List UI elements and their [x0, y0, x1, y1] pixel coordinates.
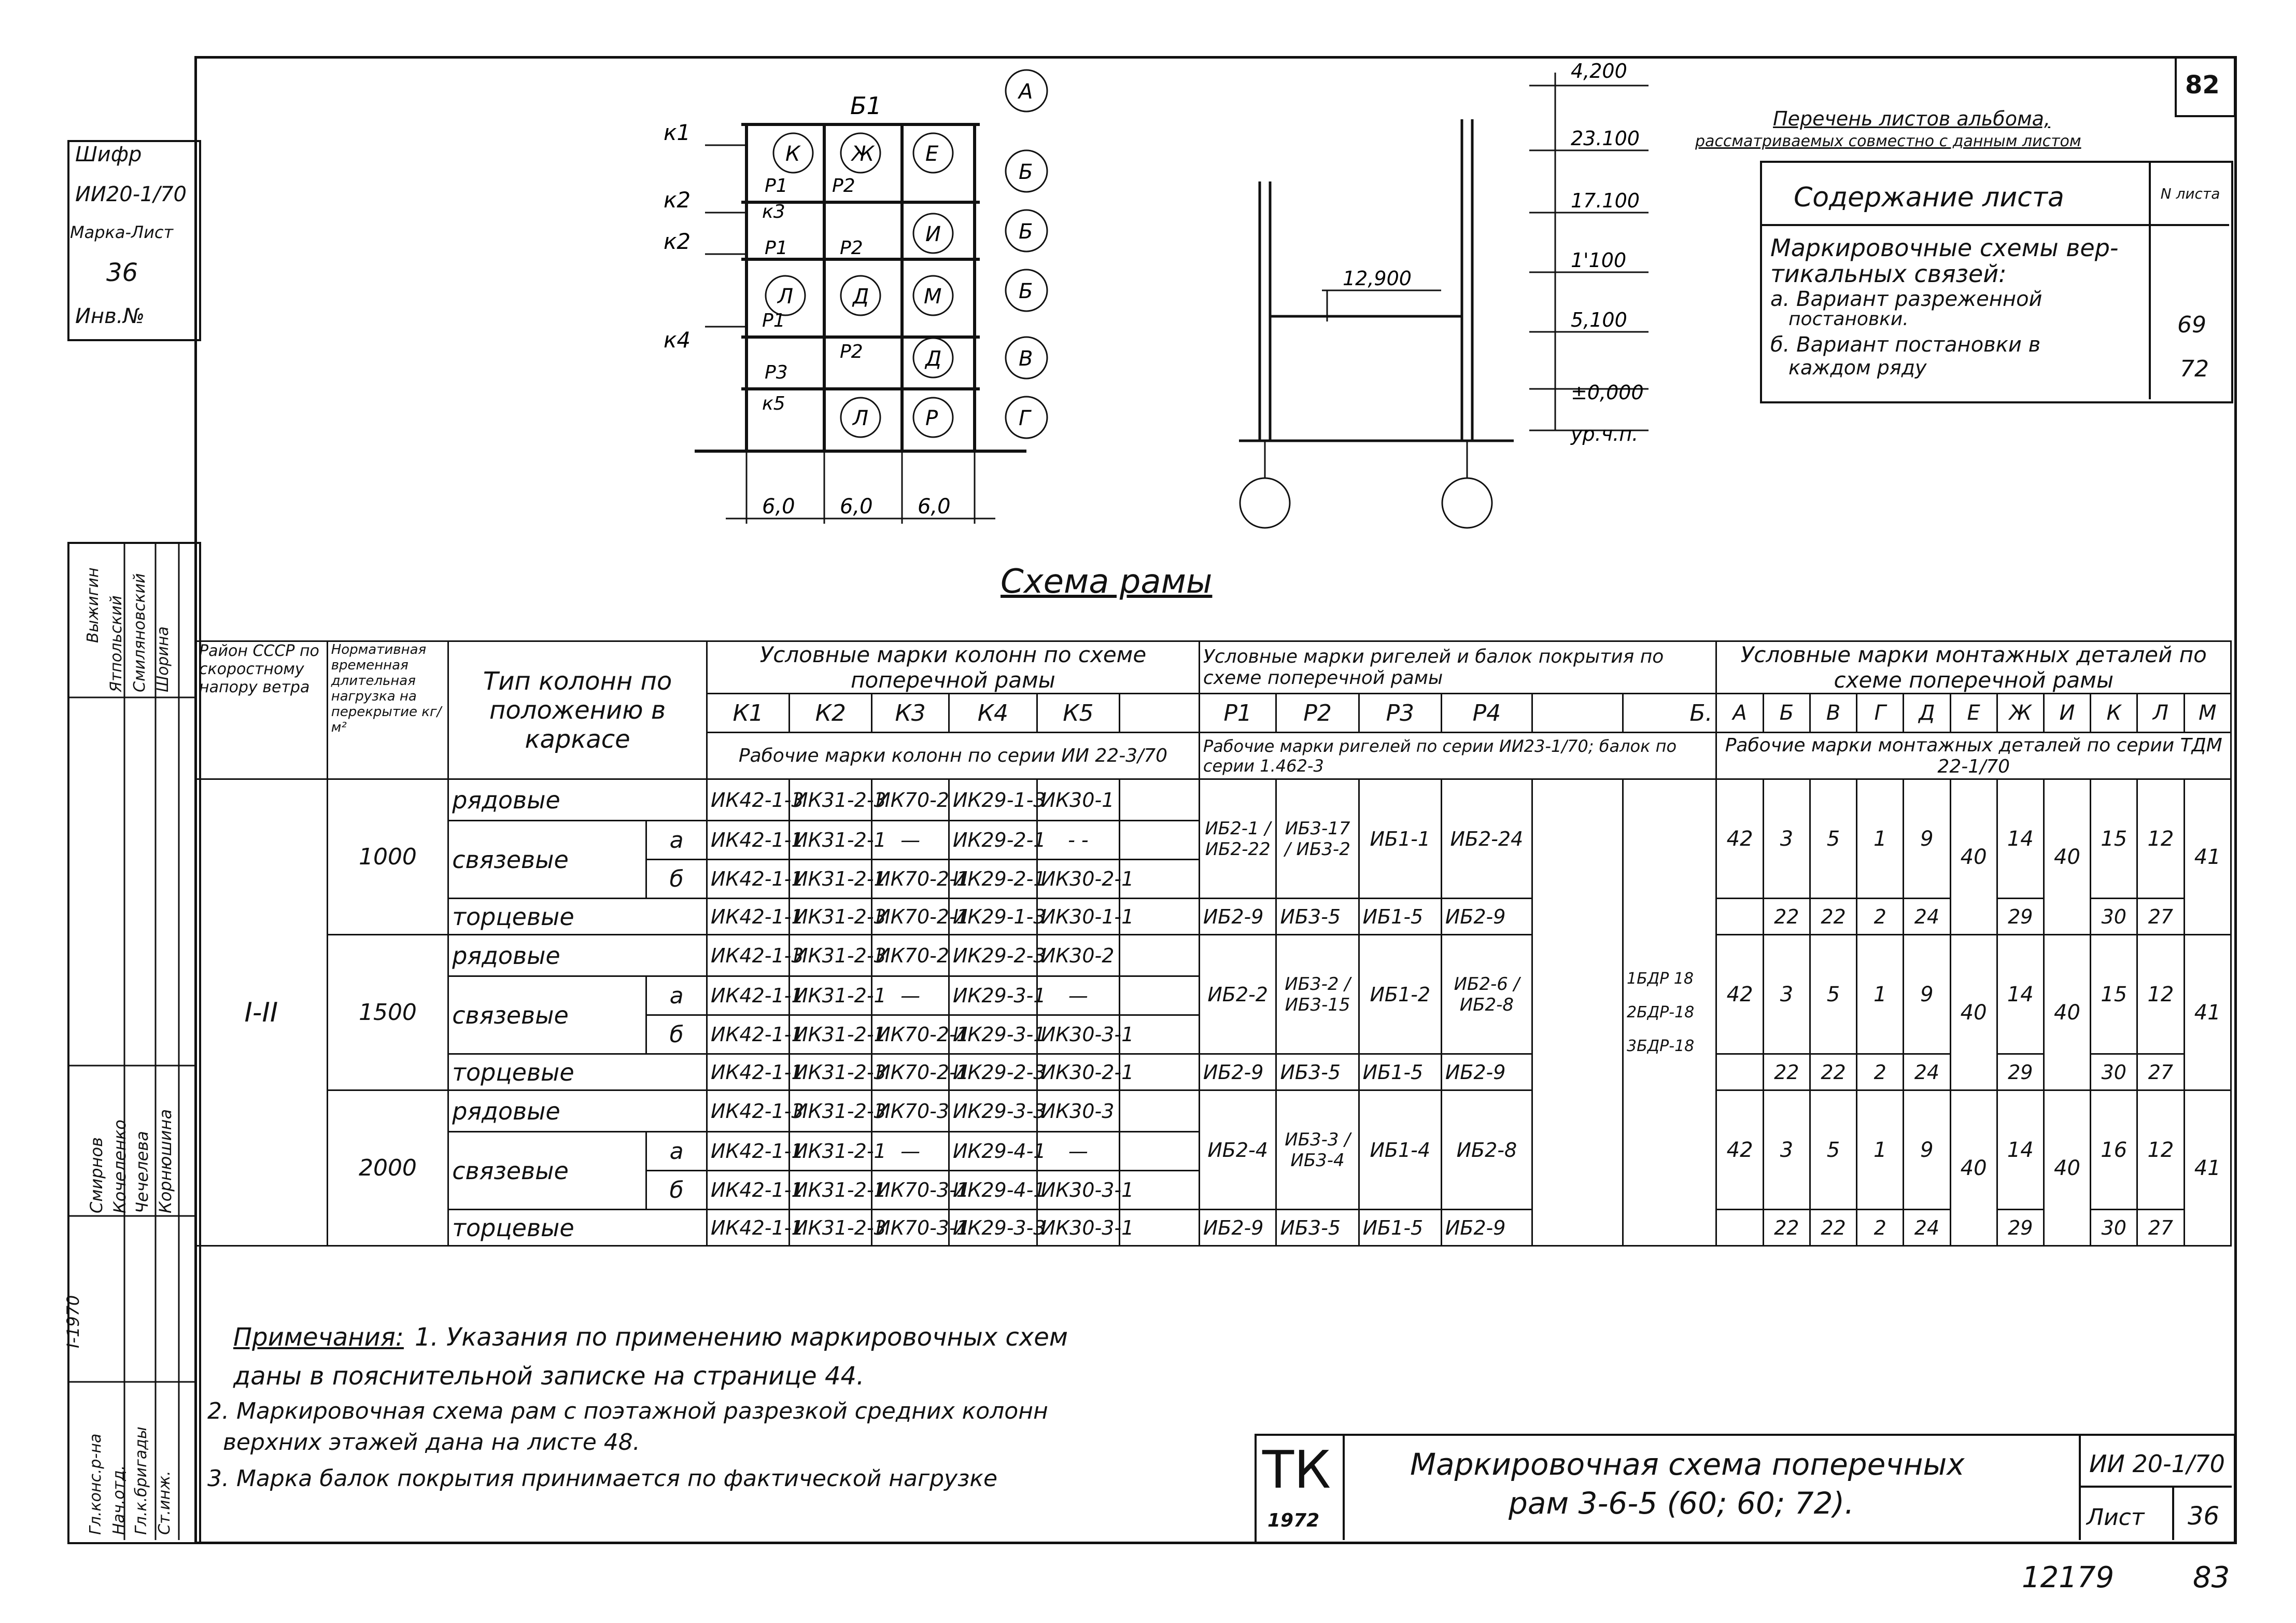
level-3: 17.100 [1571, 189, 1640, 212]
g1-type-end: торцевые [448, 899, 707, 935]
g1-end-a [1716, 899, 1763, 935]
column-code-2: К2 [790, 694, 872, 733]
detail-code-7: Ж [1997, 694, 2044, 733]
g3-d-a: 42 [1716, 1090, 1763, 1210]
g2-r4-k4: ИК29-2-3 [949, 1054, 1037, 1090]
g1-d-e: 40 [1950, 779, 1997, 935]
header-column-marks: Условные марки колонн по схеме поперечной рамы [707, 641, 1199, 694]
g1-end-p1: ИБ2-9 [1199, 899, 1276, 935]
level-2: 23.100 [1571, 127, 1640, 150]
g2-r1-k2: ИК31-2-3 [790, 935, 872, 976]
g3-r1-k4: ИК29-3-3 [949, 1090, 1037, 1132]
inner-label-2: Р2 [832, 175, 855, 197]
right-circle-1: А [1019, 80, 1033, 104]
level-1: 4,200 [1571, 60, 1627, 82]
g3-r1-empty [1119, 1090, 1199, 1132]
g1-r4-k5: ИК30-1-1 [1037, 899, 1119, 935]
g3-r3-k4: ИК29-4-1 [949, 1171, 1037, 1210]
left-label-2: к2 [664, 187, 691, 213]
g2-type-end: торцевые [448, 1054, 707, 1090]
g3-d-b: 3 [1763, 1090, 1810, 1210]
header-detail-marks: Условные марки монтажных деталей по схеме поперечной рамы [1716, 641, 2231, 694]
top-role-2: Ятпольский [107, 595, 125, 692]
role-4: Ст.инж. [156, 1471, 174, 1535]
title-sheet-value: 36 [2188, 1502, 2220, 1531]
g3-beam-p2: ИБ3-3 / ИБ3-4 [1276, 1090, 1359, 1210]
title-block-div3 [2079, 1486, 2232, 1488]
g1-type-row: рядовые [448, 779, 707, 821]
g3-r1-k3: ИК70-3 [872, 1090, 949, 1132]
frame-scheme [653, 67, 1078, 544]
roof-beam-3: 3БДР-18 [1627, 1037, 1695, 1055]
inner-label-8: к5 [762, 393, 785, 414]
beam-code-2: Р2 [1276, 694, 1359, 733]
g1-r1-k3: ИК70-2 [872, 779, 949, 821]
g2-type-link: связевые [448, 976, 646, 1054]
g3-sub-a: а [646, 1132, 707, 1171]
g3-r3-k3: ИК70-3-1 [872, 1171, 949, 1210]
g1-end-k: 30 [2091, 899, 2137, 935]
detail-code-10: Л [2137, 694, 2184, 733]
g1-d-d: 9 [1904, 779, 1950, 899]
g1-beam-p4: ИБ2-24 [1441, 779, 1532, 899]
title-line-1: Маркировочная схема поперечных [1410, 1447, 1965, 1482]
header-beam-series: Рабочие марки ригелей по серии ИИ23-1/70; балок по серии 1.462-3 [1199, 733, 1716, 779]
detail-code-5: Д [1904, 694, 1950, 733]
g2-end-d: 24 [1904, 1054, 1950, 1090]
g3-d-i: 40 [2044, 1090, 2090, 1246]
top-role-1: Выжигин [84, 567, 102, 643]
g3-r4-k2: ИК31-2-3 [790, 1210, 872, 1246]
g1-d-k: 15 [2091, 779, 2137, 899]
detail-code-6: Е [1950, 694, 1997, 733]
title-sheet-label: Лист [2087, 1504, 2145, 1531]
g1-r2-k2: ИК31-2-1 [790, 821, 872, 860]
header-load: Нормативная временная длительная нагрузка на перекрытие кг/м² [327, 641, 448, 779]
left-label-4: к4 [664, 327, 691, 353]
g3-r3-k5: ИК30-3-1 [1037, 1171, 1119, 1210]
g2-r3-k1: ИК42-1-1 [707, 1015, 789, 1054]
elevation-diagram [1192, 57, 1659, 555]
g2-r2-k4: ИК29-3-1 [949, 976, 1037, 1015]
g2-r1-k5: ИК30-2 [1037, 935, 1119, 976]
sheet-list-col-number: N листа [2160, 185, 2220, 202]
notes-label: Примечания: [233, 1323, 404, 1352]
g2-r4-k2: ИК31-2-3 [790, 1054, 872, 1090]
g2-r2-k5: — [1037, 976, 1119, 1015]
circle-mark-1: К [785, 142, 800, 166]
g1-end-g: 2 [1857, 899, 1904, 935]
g3-r2-k3: — [872, 1132, 949, 1171]
title-block-div4 [2172, 1486, 2174, 1540]
detail-code-9: К [2091, 694, 2137, 733]
sheet-list-number-1: 69 [2177, 312, 2206, 338]
g3-r3-k2: ИК31-2-1 [790, 1171, 872, 1210]
g1-sub-a: а [646, 821, 707, 860]
g2-r3-k3: ИК70-2-1 [872, 1015, 949, 1054]
span-3: 6,0 [918, 495, 951, 519]
g1-end-zh: 29 [1997, 899, 2044, 935]
sheet-list-line-6: каждом ряду [1788, 356, 1927, 379]
name-3: Чечелева [132, 1131, 152, 1213]
header-detail-series: Рабочие марки монтажных деталей по серии ТДМ 22-1/70 [1716, 733, 2231, 779]
g1-end-l: 27 [2137, 899, 2184, 935]
header-beam-marks: Условные марки ригелей и балок покрытия по схеме поперечной рамы [1199, 641, 1716, 694]
g3-end-d: 24 [1904, 1210, 1950, 1246]
g1-beam-p3: ИБ1-1 [1359, 779, 1441, 899]
g2-d-i: 40 [2044, 935, 2090, 1090]
level-7: ур.ч.п. [1571, 423, 1639, 445]
g3-beam-p3: ИБ1-4 [1359, 1090, 1441, 1210]
right-circle-6: Г [1019, 407, 1031, 430]
g1-r1-empty [1119, 779, 1199, 821]
inner-label-6: Р3 [765, 362, 788, 383]
load-1000: 1000 [327, 779, 448, 935]
g1-r3-k4: ИК29-2-1 [949, 860, 1037, 899]
sheet-list-line-3: а. Вариант разреженной [1770, 287, 2043, 311]
g3-end-p1: ИБ2-9 [1199, 1210, 1276, 1246]
title-block-div1 [1343, 1434, 1345, 1540]
circle-mark-4: И [925, 222, 941, 246]
right-circle-2: Б [1019, 160, 1033, 184]
title-code: ИИ 20-1/70 [2089, 1450, 2225, 1478]
g1-r2-k5: - - [1037, 821, 1119, 860]
title-year: 1972 [1267, 1510, 1320, 1531]
g3-r1-k5: ИК30-3 [1037, 1090, 1119, 1132]
inv-label: Инв.№ [75, 304, 145, 328]
g1-d-l: 12 [2137, 779, 2184, 899]
column-code-3: К3 [872, 694, 949, 733]
note-3: 3. Марка балок покрытия принимается по фактической нагрузке [207, 1465, 998, 1492]
detail-code-1: А [1716, 694, 1763, 733]
g1-type-link: связевые [448, 821, 646, 899]
g3-end-p2: ИБ3-5 [1276, 1210, 1359, 1246]
g2-end-k: 30 [2091, 1054, 2137, 1090]
g2-beam-p4: ИБ2-6 / ИБ2-8 [1441, 935, 1532, 1054]
beam-code-3: Р3 [1359, 694, 1441, 733]
title-org: ТК [1262, 1439, 1331, 1500]
g3-d-e: 40 [1950, 1090, 1997, 1246]
g1-r2-k4: ИК29-2-1 [949, 821, 1037, 860]
beam-code-4: Р4 [1441, 694, 1532, 733]
role-2: Нач.отд. [110, 1465, 128, 1535]
top-role-3: Смиляновский [131, 573, 149, 692]
sheet-list-heading-1: Перечень листов альбома, [1773, 107, 2051, 130]
footer-page: 83 [2193, 1561, 2230, 1594]
g2-r3-k2: ИК31-2-1 [790, 1015, 872, 1054]
g1-sub-b: б [646, 860, 707, 899]
g3-type-link: связевые [448, 1132, 646, 1210]
g3-r2-k4: ИК29-4-1 [949, 1132, 1037, 1171]
mid-level: 12,900 [1343, 267, 1412, 290]
g2-end-a [1716, 1054, 1763, 1090]
header-region: Район СССР по скоростному напору ветра [195, 641, 328, 779]
g1-r2-empty [1119, 821, 1199, 860]
level-4: 1'100 [1571, 249, 1627, 272]
detail-code-3: В [1810, 694, 1856, 733]
inner-label-7: Р2 [840, 341, 863, 362]
g1-d-i: 40 [2044, 779, 2090, 935]
inner-label-4: Р1 [765, 237, 788, 259]
g3-r2-k2: ИК31-2-1 [790, 1132, 872, 1171]
circle-mark-6: Д [853, 285, 869, 309]
g2-end-p4: ИБ2-9 [1441, 1054, 1532, 1090]
detail-code-11: М [2184, 694, 2231, 733]
g1-r3-k3: ИК70-2-1 [872, 860, 949, 899]
g1-end-p4: ИБ2-9 [1441, 899, 1532, 935]
g2-type-row: рядовые [448, 935, 707, 976]
g1-d-v: 5 [1810, 779, 1856, 899]
g1-r1-k4: ИК29-1-3 [949, 779, 1037, 821]
g3-r2-k5: — [1037, 1132, 1119, 1171]
g3-d-l: 12 [2137, 1090, 2184, 1210]
g2-d-l: 12 [2137, 935, 2184, 1054]
date-stamp: I-1970 [63, 1295, 83, 1348]
g3-r2-k1: ИК42-1-1 [707, 1132, 789, 1171]
g3-d-g: 1 [1857, 1090, 1904, 1210]
g3-d-k: 16 [2091, 1090, 2137, 1210]
inner-label-9: Р1 [762, 310, 785, 331]
sheet-list-line-4: постановки. [1788, 309, 1909, 330]
g1-end-v: 22 [1810, 899, 1856, 935]
g2-r4-k3: ИК70-2-1 [872, 1054, 949, 1090]
g3-r1-k1: ИК42-1-3 [707, 1090, 789, 1132]
g2-d-zh: 14 [1997, 935, 2044, 1054]
sheet-list-heading-2: рассматриваемых совместно с данным листом [1695, 132, 2081, 150]
mark-sheet-label: Марка-Лист [70, 222, 174, 242]
g2-end-p3: ИБ1-5 [1359, 1054, 1441, 1090]
load-1500: 1500 [327, 935, 448, 1090]
beam-code-5: Б. [1623, 694, 1716, 733]
sheet-list-col-content: Содержание листа [1794, 182, 2064, 213]
g3-r4-k1: ИК42-1-1 [707, 1210, 789, 1246]
g1-r2-k3: — [872, 821, 949, 860]
span-1: 6,0 [762, 495, 795, 519]
g2-d-a: 42 [1716, 935, 1763, 1054]
level-5: 5,100 [1571, 309, 1627, 331]
circle-mark-10: Р [925, 407, 938, 430]
g1-beam-p2: ИБ3-17 / ИБ3-2 [1276, 779, 1359, 899]
g3-r4-k3: ИК70-3-1 [872, 1210, 949, 1246]
g2-r2-k2: ИК31-2-1 [790, 976, 872, 1015]
g1-r4-k2: ИК31-2-3 [790, 899, 872, 935]
g1-r4-k1: ИК42-1-1 [707, 899, 789, 935]
marking-table [194, 640, 2232, 1247]
region-value: I-II [195, 779, 328, 1246]
right-circle-5: В [1019, 347, 1033, 371]
sheet-list-divider [2149, 161, 2151, 399]
name-1: Смирнов [87, 1137, 106, 1213]
role-1: Гл.конс.р-на [87, 1433, 105, 1535]
mark-sheet-value: 36 [106, 258, 138, 287]
detail-code-2: Б [1763, 694, 1810, 733]
inner-label-3: к3 [762, 201, 785, 222]
g1-d-m: 41 [2184, 779, 2231, 935]
column-code-1: К1 [707, 694, 789, 733]
span-2: 6,0 [840, 495, 873, 519]
detail-code-8: И [2044, 694, 2090, 733]
g1-r1-k1: ИК42-1-3 [707, 779, 789, 821]
g2-d-b: 3 [1763, 935, 1810, 1054]
g3-r4-k4: ИК29-3-3 [949, 1210, 1037, 1246]
g3-d-v: 5 [1810, 1090, 1856, 1210]
roof-beam-1: 1БДР 18 [1627, 970, 1694, 988]
g2-r4-k5: ИК30-2-1 [1037, 1054, 1119, 1090]
g1-r3-k5: ИК30-2-1 [1037, 860, 1119, 899]
g2-end-v: 22 [1810, 1054, 1856, 1090]
left-label-1: к1 [664, 120, 691, 145]
top-role-4: Шорина [154, 626, 172, 692]
g1-r3-k2: ИК31-2-1 [790, 860, 872, 899]
g1-r2-k1: ИК42-1-1 [707, 821, 789, 860]
inner-label-5: Р2 [840, 237, 863, 259]
roof-beam-col [1623, 779, 1716, 1246]
g3-end-zh: 29 [1997, 1210, 2044, 1246]
g2-end-p1: ИБ2-9 [1199, 1054, 1276, 1090]
g3-end-l: 27 [2137, 1210, 2184, 1246]
g2-d-g: 1 [1857, 935, 1904, 1054]
g2-r1-empty [1119, 935, 1199, 976]
sheet-list-line-1: Маркировочные схемы вер- [1770, 234, 2119, 262]
g2-d-e: 40 [1950, 935, 1997, 1090]
g2-beam-p1: ИБ2-2 [1199, 935, 1276, 1054]
inner-label-1: Р1 [765, 175, 788, 197]
g2-r1-k1: ИК42-1-3 [707, 935, 789, 976]
g3-d-m: 41 [2184, 1090, 2231, 1246]
right-circle-4: Б [1019, 279, 1033, 303]
g1-beam-p1: ИБ2-1 / ИБ2-22 [1199, 779, 1276, 899]
header-column-type: Тип колонн по положению в каркасе [448, 641, 707, 779]
cipher-value: ИИ20-1/70 [75, 183, 187, 206]
note-2b: верхних этажей дана на листе 48. [223, 1429, 640, 1456]
g2-d-m: 41 [2184, 935, 2231, 1090]
beam-empty-col [1532, 779, 1623, 1246]
g2-r2-k3: — [872, 976, 949, 1015]
circle-mark-8: Д [925, 347, 942, 371]
column-code-empty [1119, 694, 1199, 733]
g2-d-v: 5 [1810, 935, 1856, 1054]
g1-end-b: 22 [1763, 899, 1810, 935]
g2-end-b: 22 [1763, 1054, 1810, 1090]
left-label-3: к2 [664, 229, 691, 254]
frame-scheme-title: Схема рамы [1001, 563, 1213, 601]
g3-r2-empty [1119, 1132, 1199, 1171]
g1-end-p2: ИБ3-5 [1276, 899, 1359, 935]
g1-r1-k5: ИК30-1 [1037, 779, 1119, 821]
g3-end-v: 22 [1810, 1210, 1856, 1246]
g1-r3-k1: ИК42-1-1 [707, 860, 789, 899]
note-1a: 1. Указания по применению маркировочных схем [415, 1323, 1068, 1352]
g2-end-p2: ИБ3-5 [1276, 1054, 1359, 1090]
circle-mark-7: М [924, 285, 942, 309]
g1-d-zh: 14 [1997, 779, 2044, 899]
g2-r4-k1: ИК42-1-1 [707, 1054, 789, 1090]
g1-r4-k3: ИК70-2-1 [872, 899, 949, 935]
load-2000: 2000 [327, 1090, 448, 1246]
g3-type-end: торцевые [448, 1210, 707, 1246]
g2-end-l: 27 [2137, 1054, 2184, 1090]
right-circle-3: Б [1019, 220, 1033, 244]
level-6: ±0,000 [1571, 381, 1644, 404]
g2-d-k: 15 [2091, 935, 2137, 1054]
g3-d-zh: 14 [1997, 1090, 2044, 1210]
beam-code-empty [1532, 694, 1623, 733]
g3-type-row: рядовые [448, 1090, 707, 1132]
sheet-number-top: 82 [2185, 71, 2220, 100]
role-3: Гл.к.бригады [132, 1426, 150, 1535]
g3-end-k: 30 [2091, 1210, 2137, 1246]
g3-r1-k2: ИК31-2-3 [790, 1090, 872, 1132]
g2-r1-k4: ИК29-2-3 [949, 935, 1037, 976]
beam-label-top: Б1 [850, 92, 882, 120]
g3-r3-k1: ИК42-1-1 [707, 1171, 789, 1210]
g3-end-p4: ИБ2-9 [1441, 1210, 1532, 1246]
g1-d-g: 1 [1857, 779, 1904, 899]
cipher-label: Шифр [75, 143, 142, 166]
g3-end-p3: ИБ1-5 [1359, 1210, 1441, 1246]
g3-end-g: 2 [1857, 1210, 1904, 1246]
g3-end-b: 22 [1763, 1210, 1810, 1246]
g3-sub-b: б [646, 1171, 707, 1210]
beam-code-1: Р1 [1199, 694, 1276, 733]
name-4: Корнюшина [156, 1109, 175, 1213]
g1-r4-k4: ИК29-1-3 [949, 899, 1037, 935]
g1-end-d: 24 [1904, 899, 1950, 935]
circle-mark-2: Ж [852, 142, 875, 166]
title-line-2: рам 3-6-5 (60; 60; 72). [1509, 1486, 1854, 1521]
g1-d-b: 3 [1763, 779, 1810, 899]
g3-d-d: 9 [1904, 1090, 1950, 1210]
g1-r1-k2: ИК31-2-3 [790, 779, 872, 821]
g2-r2-k1: ИК42-1-1 [707, 976, 789, 1015]
g2-r3-k4: ИК29-3-1 [949, 1015, 1037, 1054]
g3-beam-p1: ИБ2-4 [1199, 1090, 1276, 1210]
g2-r2-empty [1119, 976, 1199, 1015]
name-2: Кочеленко [110, 1120, 130, 1213]
circle-mark-9: Л [853, 407, 869, 430]
g1-end-p3: ИБ1-5 [1359, 899, 1441, 935]
g2-sub-a: а [646, 976, 707, 1015]
g2-sub-b: б [646, 1015, 707, 1054]
circle-mark-3: Е [925, 142, 939, 166]
g2-r1-k3: ИК70-2 [872, 935, 949, 976]
g3-beam-p4: ИБ2-8 [1441, 1090, 1532, 1210]
footer-number: 12179 [2022, 1561, 2115, 1594]
g2-d-d: 9 [1904, 935, 1950, 1054]
column-code-4: К4 [949, 694, 1037, 733]
column-code-5: К5 [1037, 694, 1119, 733]
note-2a: 2. Маркировочная схема рам с поэтажной разрезкой средних колонн [207, 1398, 1048, 1424]
g2-beam-p2: ИБ3-2 / ИБ3-15 [1276, 935, 1359, 1054]
note-1b: даны в пояснительной записке на странице 44. [233, 1362, 865, 1391]
roof-beam-2: 2БДР-18 [1627, 1003, 1695, 1022]
circle-mark-5: Л [778, 285, 794, 309]
g2-beam-p3: ИБ1-2 [1359, 935, 1441, 1054]
header-column-series: Рабочие марки колонн по серии ИИ 22-3/70 [707, 733, 1199, 779]
g2-end-zh: 29 [1997, 1054, 2044, 1090]
g1-d-a: 42 [1716, 779, 1763, 899]
sheet-list-header-line [1760, 224, 2229, 226]
g2-end-g: 2 [1857, 1054, 1904, 1090]
g2-r3-k5: ИК30-3-1 [1037, 1015, 1119, 1054]
sheet-list-line-5: б. Вариант постановки в [1770, 333, 2041, 357]
sheet-list-line-2: тикальных связей: [1770, 260, 2007, 288]
sheet-list-number-2: 72 [2180, 356, 2209, 382]
detail-code-4: Г [1857, 694, 1904, 733]
g3-end-a [1716, 1210, 1763, 1246]
g3-r4-k5: ИК30-3-1 [1037, 1210, 1119, 1246]
